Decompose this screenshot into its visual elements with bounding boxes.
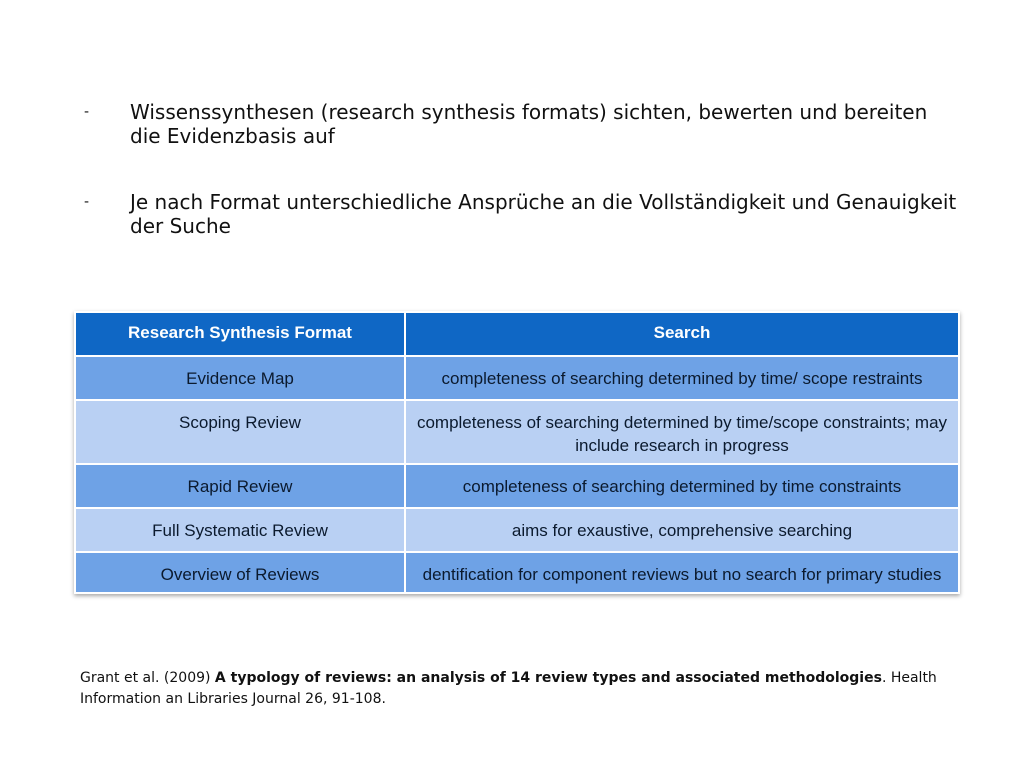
bullet-list	[80, 100, 960, 238]
table-row	[75, 464, 959, 508]
format-cell: Overview of Reviews	[75, 552, 405, 593]
header-format: Research Synthesis Format	[75, 312, 405, 356]
format-cell: Rapid Review	[75, 464, 405, 508]
table-row	[75, 508, 959, 552]
search-cell: dentification for component reviews but no search for primary studies	[405, 552, 959, 593]
table-row	[75, 400, 959, 464]
citation-source: . Health Information an Libraries Journal 26, 91-108.	[80, 670, 937, 707]
table-row	[75, 356, 959, 400]
search-cell: completeness of searching determined by time/scope constraints; may include research in progress	[405, 400, 959, 464]
format-cell: Evidence Map	[75, 356, 405, 400]
table-row	[75, 552, 959, 593]
citation-authors: Grant et al. (2009)	[80, 670, 215, 686]
bullet-marker: -	[84, 104, 90, 120]
citation	[80, 668, 960, 710]
bullet-item	[80, 190, 960, 238]
bullet-text: Wissenssynthesen (research synthesis formats) sichten, bewerten und bereiten die Evidenzbasis auf	[130, 100, 928, 148]
synthesis-format-table	[74, 311, 960, 594]
search-cell: aims for exaustive, comprehensive searching	[405, 508, 959, 552]
format-cell: Full Systematic Review	[75, 508, 405, 552]
bullet-item	[80, 100, 960, 148]
search-cell: completeness of searching determined by time constraints	[405, 464, 959, 508]
search-cell: completeness of searching determined by time/ scope restraints	[405, 356, 959, 400]
format-cell: Scoping Review	[75, 400, 405, 464]
table-header-row	[75, 312, 959, 356]
bullet-marker: -	[84, 194, 90, 210]
header-search: Search	[405, 312, 959, 356]
synthesis-table-container	[74, 311, 960, 594]
bullet-text: Je nach Format unterschiedliche Ansprüche an die Vollständigkeit und Genauigkeit der Suche	[130, 190, 957, 238]
citation-title: A typology of reviews: an analysis of 14 review types and associated methodologies	[214, 670, 882, 686]
